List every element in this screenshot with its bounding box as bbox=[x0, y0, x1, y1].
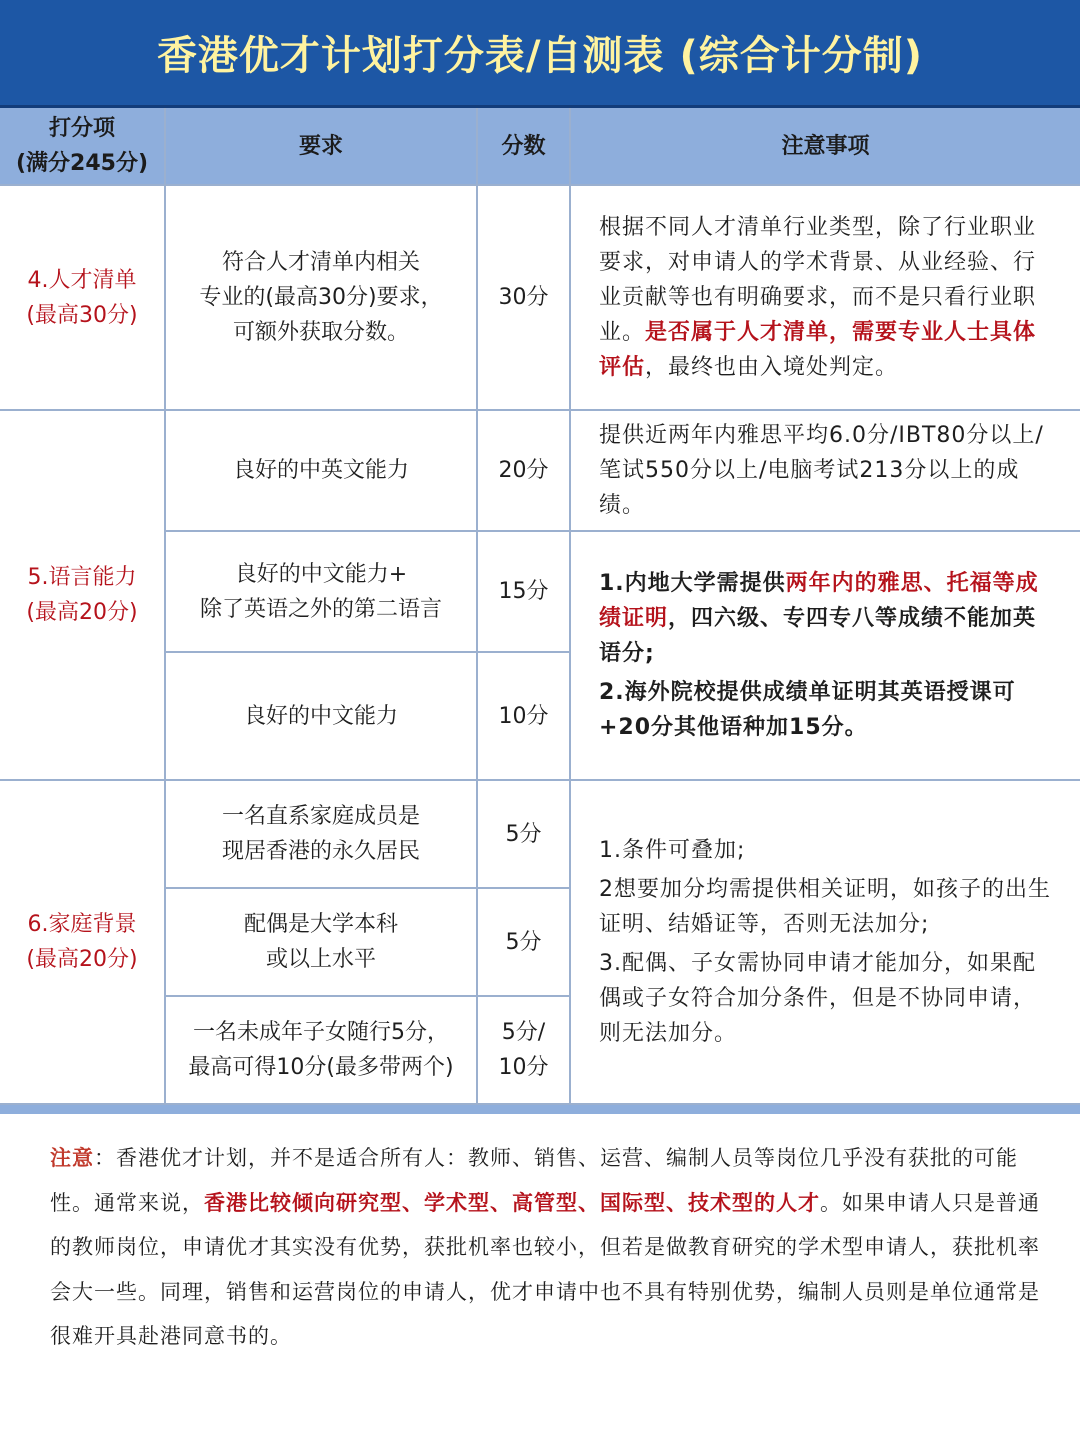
language-req-1-line1: 良好的中英文能力 bbox=[232, 458, 409, 483]
talent-note-highlight: 是否属于人才清单，需要专业人士具体评估 bbox=[599, 320, 1037, 380]
language-category bbox=[0, 410, 165, 780]
language-category-line1: 5.语言能力 bbox=[27, 565, 137, 590]
score-table bbox=[0, 108, 1080, 1105]
talent-requirement bbox=[165, 185, 477, 410]
header-notes: 注意事项 bbox=[570, 108, 1080, 185]
language-note-top bbox=[570, 410, 1080, 531]
family-score-3-line1: 5分/ bbox=[501, 1020, 546, 1045]
footer-lead: 注意 bbox=[50, 1146, 94, 1170]
language-note-top-text: 提供近两年内雅思平均6.0分/IBT80分以上/笔试550分以上/电脑考试213分以上的成绩。 bbox=[599, 423, 1044, 518]
title-banner bbox=[0, 0, 1080, 108]
talent-req-line2: 专业的(最高30分)要求， bbox=[199, 285, 443, 310]
family-req-1-line2: 现居香港的永久居民 bbox=[221, 839, 420, 864]
family-req-2-line1: 配偶是大学本科 bbox=[243, 912, 398, 937]
header-item bbox=[0, 108, 165, 185]
family-category bbox=[0, 780, 165, 1104]
family-note1: 1.条件可叠加; bbox=[599, 838, 746, 863]
footer-highlight: 香港比较倾向研究型、学术型、高管型、国际型、技术型的人才 bbox=[204, 1190, 820, 1215]
language-category-line2: (最高20分) bbox=[26, 600, 138, 625]
language-score-2: 15分 bbox=[477, 531, 570, 652]
language-score-1: 20分 bbox=[477, 410, 570, 531]
footer-note bbox=[50, 1136, 1040, 1359]
talent-category bbox=[0, 185, 165, 410]
family-score-1 bbox=[477, 780, 570, 888]
footer-text: ：香港优才计划，并不是适合所有人：教师、销售、运营、编制人员等岗位几乎没有获批的可能性。通常来说， bbox=[50, 1146, 1018, 1215]
footer-text-end: 。如果申请人只是普通的教师岗位，申请优才其实没有优势，获批机率也较小，但若是做教育研究的学术型申请人，获批机率会大一些。同理，销售和运营岗位的申请人，优才申请中也不具有特别优势，编制人员则是单位通常是很难开具赴港同意书的。 bbox=[50, 1190, 1040, 1349]
language-note2: 2.海外院校提供成绩单证明其英语授课可+20分其他语种加15分。 bbox=[599, 680, 1016, 740]
header-requirement: 要求 bbox=[165, 108, 477, 185]
talent-category-line2: (最高30分) bbox=[26, 302, 138, 328]
language-req-3-line1: 良好的中文能力 bbox=[243, 703, 398, 729]
family-score-3-line2: 10分 bbox=[498, 1055, 549, 1080]
page-title: 香港优才计划打分表/自测表 (综合计分制) bbox=[156, 33, 924, 79]
family-requirement-3 bbox=[165, 996, 477, 1104]
footer-divider bbox=[0, 1105, 1080, 1114]
talent-note-text: 根据不同人才清单行业类型，除了行业职业要求，对申请人的学术背景、从业经验、行业贡献等也有明确要求，而不是只看行业职业。 bbox=[599, 215, 1037, 345]
family-score-2 bbox=[477, 888, 570, 996]
family-note3: 3.配偶、子女需协同申请才能加分，如果配偶或子女符合加分条件，但是不协同申请，则无法加分。 bbox=[599, 951, 1037, 1046]
language-note1-highlight: 两年内的雅思、托福等成绩证明 bbox=[599, 571, 1039, 631]
family-req-2-line2: 或以上水平 bbox=[265, 947, 376, 972]
language-req-2-line2: 除了英语之外的第二语言 bbox=[199, 596, 442, 622]
family-score-1-line1: 5分 bbox=[505, 821, 542, 847]
talent-req-line1: 符合人才清单内相关 bbox=[221, 250, 420, 275]
talent-score: 30分 bbox=[477, 185, 570, 410]
header-row bbox=[0, 108, 1080, 185]
talent-note-text-end: ，最终也由入境处判定。 bbox=[645, 355, 899, 380]
header-item-line2: (满分245分) bbox=[15, 151, 149, 176]
language-note1-text-end: ，四六级、专四专八等成绩不能加英语分; bbox=[599, 606, 1037, 666]
header-item-line1: 打分项 bbox=[48, 116, 115, 141]
talent-notes bbox=[570, 185, 1080, 410]
family-score-3 bbox=[477, 996, 570, 1104]
language-notes bbox=[570, 531, 1080, 780]
family-req-1-line1: 一名直系家庭成员是 bbox=[221, 804, 420, 829]
language-requirement-2 bbox=[165, 531, 477, 652]
family-category-line2: (最高20分) bbox=[26, 947, 138, 972]
family-requirement-2 bbox=[165, 888, 477, 996]
language-requirement-1 bbox=[165, 410, 477, 531]
talent-req-line3: 可额外获取分数。 bbox=[232, 320, 409, 345]
family-score-2-line1: 5分 bbox=[505, 929, 542, 955]
family-category-line1: 6.家庭背景 bbox=[27, 912, 137, 937]
family-note2: 2想要加分均需提供相关证明，如孩子的出生证明、结婚证等，否则无法加分; bbox=[599, 877, 1051, 937]
family-requirement-1 bbox=[165, 780, 477, 888]
language-requirement-3 bbox=[165, 652, 477, 780]
language-note1-text: 1.内地大学需提供 bbox=[599, 571, 786, 596]
language-req-2-line1: 良好的中文能力+ bbox=[234, 561, 408, 587]
family-req-3-line1: 一名未成年子女随行5分， bbox=[193, 1020, 449, 1045]
language-score-3: 10分 bbox=[477, 652, 570, 780]
talent-row bbox=[0, 185, 1080, 410]
talent-category-line1: 4.人才清单 bbox=[27, 267, 137, 293]
header-score: 分数 bbox=[477, 108, 570, 185]
family-req-3-line2: 最高可得10分(最多带两个) bbox=[188, 1055, 454, 1080]
family-row-1 bbox=[0, 780, 1080, 888]
language-row-1 bbox=[0, 410, 1080, 531]
family-notes bbox=[570, 780, 1080, 1104]
